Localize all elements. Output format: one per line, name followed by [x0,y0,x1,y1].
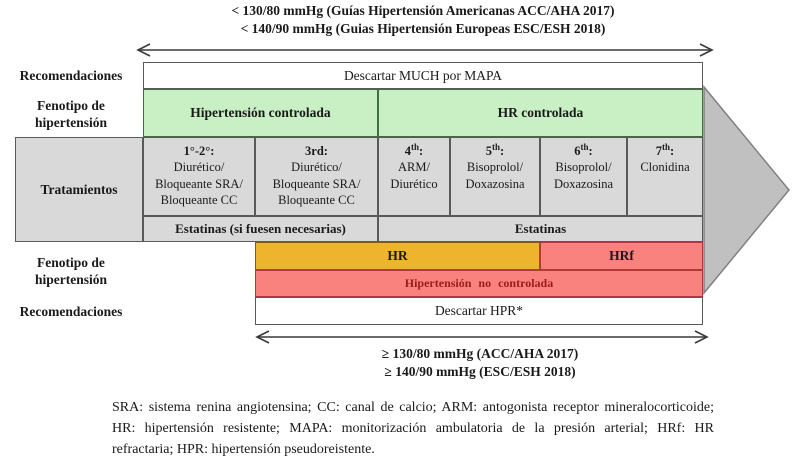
hr-text: HR [387,248,408,263]
treatment-col-7th [627,137,703,216]
bottom-range-arrow-icon [248,327,716,347]
label-recomendaciones-top: Recomendaciones [19,68,123,83]
treatment-col-4th [378,137,450,216]
cell-hipertension-controlada [143,89,378,137]
hrf-text: HRf [609,248,634,263]
cell-hr [255,242,540,270]
descartar-much-text: Descartar MUCH por MAPA [343,67,503,83]
no-controlada-text: Hipertensión no controlada [404,276,554,290]
treatment-col-1-2-drugs: Diurético/ Bloqueante SRA/ Bloqueante CC [155,160,243,207]
estatinas-right-text: Estatinas [514,221,567,236]
treatment-col-4th-header: 4th: [404,141,424,158]
hr-controlada-text: HR controlada [497,105,584,120]
cell-estatinas-left [143,216,378,242]
cell-hr-controlada [378,89,703,137]
label-recomendaciones-bottom: Recomendaciones [19,304,123,319]
treatment-col-4th-drugs: ARM/ Diurético [390,160,438,191]
abbreviations-footnote: SRA: sistema renina angiotensina; CC: canal de calcio; ARM: antogonista receptor mineralocorticoide; HR: hipertensión resistente; MAPA: monitorización ambulatoria de la presión arterial; HRf: HR refractaria; HPR: hipertensión pseudoreistente. [112,400,714,457]
treatment-col-6th [540,137,627,216]
bottom-threshold-line1: ≥ 130/80 mmHg (ACC/AHA 2017) [381,346,579,361]
cell-estatinas-right [378,216,703,242]
treatment-col-7th-header: 7th: [655,141,675,158]
descartar-hpr-text: Descartar HPR* [434,303,524,318]
row-descartar-hpr [255,297,703,325]
treatment-col-6th-header: 6th: [574,141,593,158]
bottom-threshold-line2: ≥ 140/90 mmHg (ESC/ESH 2018) [384,364,576,379]
treatment-col-7th-drugs: Clonidina [640,160,690,175]
treatment-col-3rd-header: 3rd: [305,144,328,158]
cell-no-controlada [255,270,703,297]
treatment-col-3rd [255,137,378,216]
label-fenotipo-top-line1: Fenotipo de [37,98,105,113]
top-range-arrow-icon [130,40,720,60]
label-tratamientos-box [15,137,143,242]
label-fenotipo-top-line2: hipertensión [34,115,107,130]
treatment-col-5th-header: 5th: [485,141,505,158]
label-fenotipo-bottom-line1: Fenotipo de [37,255,105,270]
top-threshold-line1: < 130/80 mmHg (Guías Hipertensión Americanas ACC/AHA 2017) [231,3,615,18]
label-fenotipo-bottom-line2: hipertensión [34,272,107,287]
treatment-col-3rd-drugs: Diurético/ Bloqueante SRA/ Bloqueante CC [272,160,361,207]
top-threshold-line2: < 140/90 mmHg (Guias Hipertensión Europeas ESC/ESH 2018) [240,21,606,36]
treatment-col-5th [450,137,540,216]
treatment-col-6th-drugs: Bisoprolol/ Doxazosina [553,160,613,191]
treatment-col-1-2 [143,137,255,216]
treatment-col-1-2-header: 1°-2°: [183,144,215,158]
flow-arrowhead-icon [701,84,796,297]
estatinas-left-text: Estatinas (si fuesen necesarias) [175,221,346,236]
row-descartar-much [143,62,703,89]
label-tratamientos: Tratamientos [40,181,118,197]
treatment-col-5th-drugs: Bisoprolol/ Doxazosina [465,160,525,191]
cell-hrf [540,242,703,270]
hipertension-controlada-text: Hipertensión controlada [190,105,331,120]
